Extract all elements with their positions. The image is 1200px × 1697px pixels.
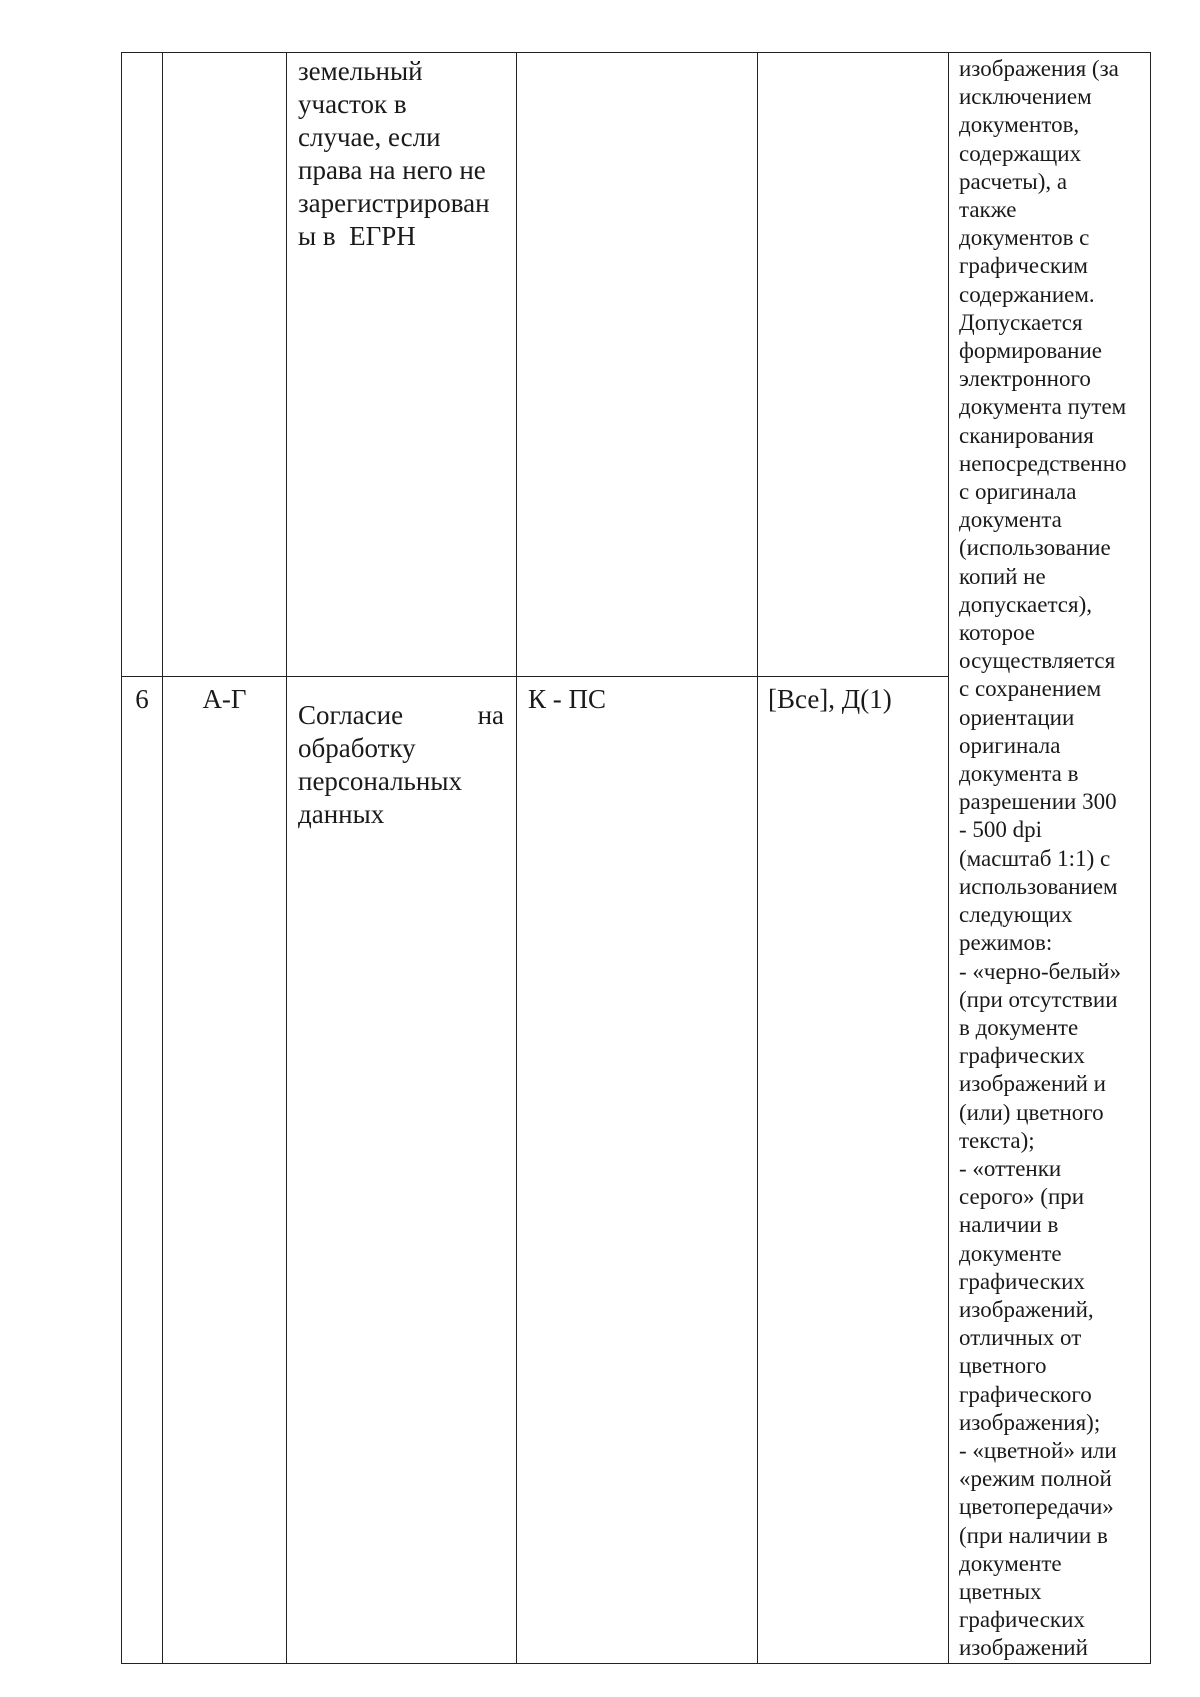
row2-code-cell: А-Г [163,677,287,1664]
requirements-line: графических [959,1268,1085,1294]
requirements-line: которое [959,620,1035,646]
requirements-line: разрешении 300 [959,789,1117,815]
row1-form-cell [517,53,758,677]
requirements-line: копий не [959,563,1046,589]
table-row [122,53,1151,677]
requirements-line: - «черно-белый» [959,958,1121,984]
requirements-line: исключением [959,84,1092,110]
name-word: на [477,700,504,730]
requirements-line: с сохранением [959,676,1102,702]
requirements-line: текста); [959,1127,1035,1153]
requirements-line: документов, [959,112,1080,138]
requirements-line: содержанием. [959,281,1095,307]
requirements-line: формирование [959,338,1103,364]
requirements-line: изображения (за [959,56,1119,81]
requirements-line: отличных от [959,1325,1082,1351]
name-first-line [298,699,504,732]
row1-applies-cell [758,53,949,677]
name-line: данных [298,799,385,829]
requirements-line: - «оттенки [959,1155,1062,1181]
requirements-line: непосредственно [959,450,1127,476]
requirements-line: документа в [959,761,1079,787]
requirements-line: (использование [959,535,1111,561]
requirements-line: расчеты), а [959,168,1068,194]
requirements-line: (или) цветного [959,1099,1104,1125]
requirements-line: (при отсутствии [959,986,1118,1012]
name-line: ы в ЕГРН [298,221,416,251]
requirements-line: документов с [959,225,1090,251]
requirements-line: документе [959,1240,1062,1266]
requirements-line: документе [959,1550,1062,1576]
requirements-line: с оригинала [959,479,1077,505]
row2-applies-cell: [Все], Д(1) [758,677,949,1664]
requirements-line: электронного [959,366,1091,392]
requirements-line: изображений, [959,1296,1094,1322]
documents-table [121,52,1151,1664]
name-line: зарегистрирован [298,188,490,218]
requirements-line: графических [959,1607,1085,1633]
row2-document-name-cell [287,677,517,1664]
requirements-line: допускается), [959,591,1092,617]
row1-document-name-cell [287,53,517,677]
name-line: права на него не [298,155,486,185]
name-line: земельный [298,56,423,86]
requirements-line: (масштаб 1:1) с [959,845,1111,871]
requirements-line: «режим полной [959,1466,1112,1492]
requirements-line: Допускается [959,309,1083,335]
row2-form-cell: К - ПС [517,677,758,1664]
requirements-line: изображений [959,1635,1088,1661]
requirements-line: осуществляется [959,648,1116,674]
name-line: обработку [298,733,416,763]
requirements-line: графическим [959,253,1088,279]
requirements-line: сканирования [959,422,1094,448]
name-line: участок в [298,89,407,119]
requirements-line: изображений и [959,1071,1106,1097]
name-line: персональных [298,766,462,796]
requirements-line: графического [959,1381,1092,1407]
requirements-line: цветных [959,1578,1042,1604]
requirements-line: оригинала [959,732,1061,758]
requirements-line: - «цветной» или [959,1437,1117,1463]
requirements-text [959,55,1146,1663]
requirements-line: содержащих [959,140,1082,166]
requirements-line: использованием [959,873,1118,899]
requirements-line: цветопередачи» [959,1494,1114,1520]
requirements-line: ориентации [959,704,1075,730]
requirements-line: наличии в [959,1212,1059,1238]
requirements-line: цветного [959,1353,1047,1379]
requirements-line: изображения); [959,1409,1101,1435]
requirements-cell [949,53,1151,1664]
requirements-line: документа [959,507,1062,533]
requirements-line: режимов: [959,930,1053,956]
requirements-line: также [959,197,1017,223]
row2-number-cell: 6 [122,677,163,1664]
requirements-line: следующих [959,902,1073,928]
requirements-line: документа путем [959,394,1127,420]
requirements-line: - 500 dpi [959,817,1043,843]
name-line: случае, если [298,122,441,152]
row1-code-cell [163,53,287,677]
requirements-line: серого» (при [959,1184,1085,1210]
requirements-line: (при наличии в [959,1522,1108,1548]
name-word: Согласие [298,700,404,730]
requirements-line: графических [959,1043,1085,1069]
row1-number-cell [122,53,163,677]
requirements-line: в документе [959,1014,1079,1040]
